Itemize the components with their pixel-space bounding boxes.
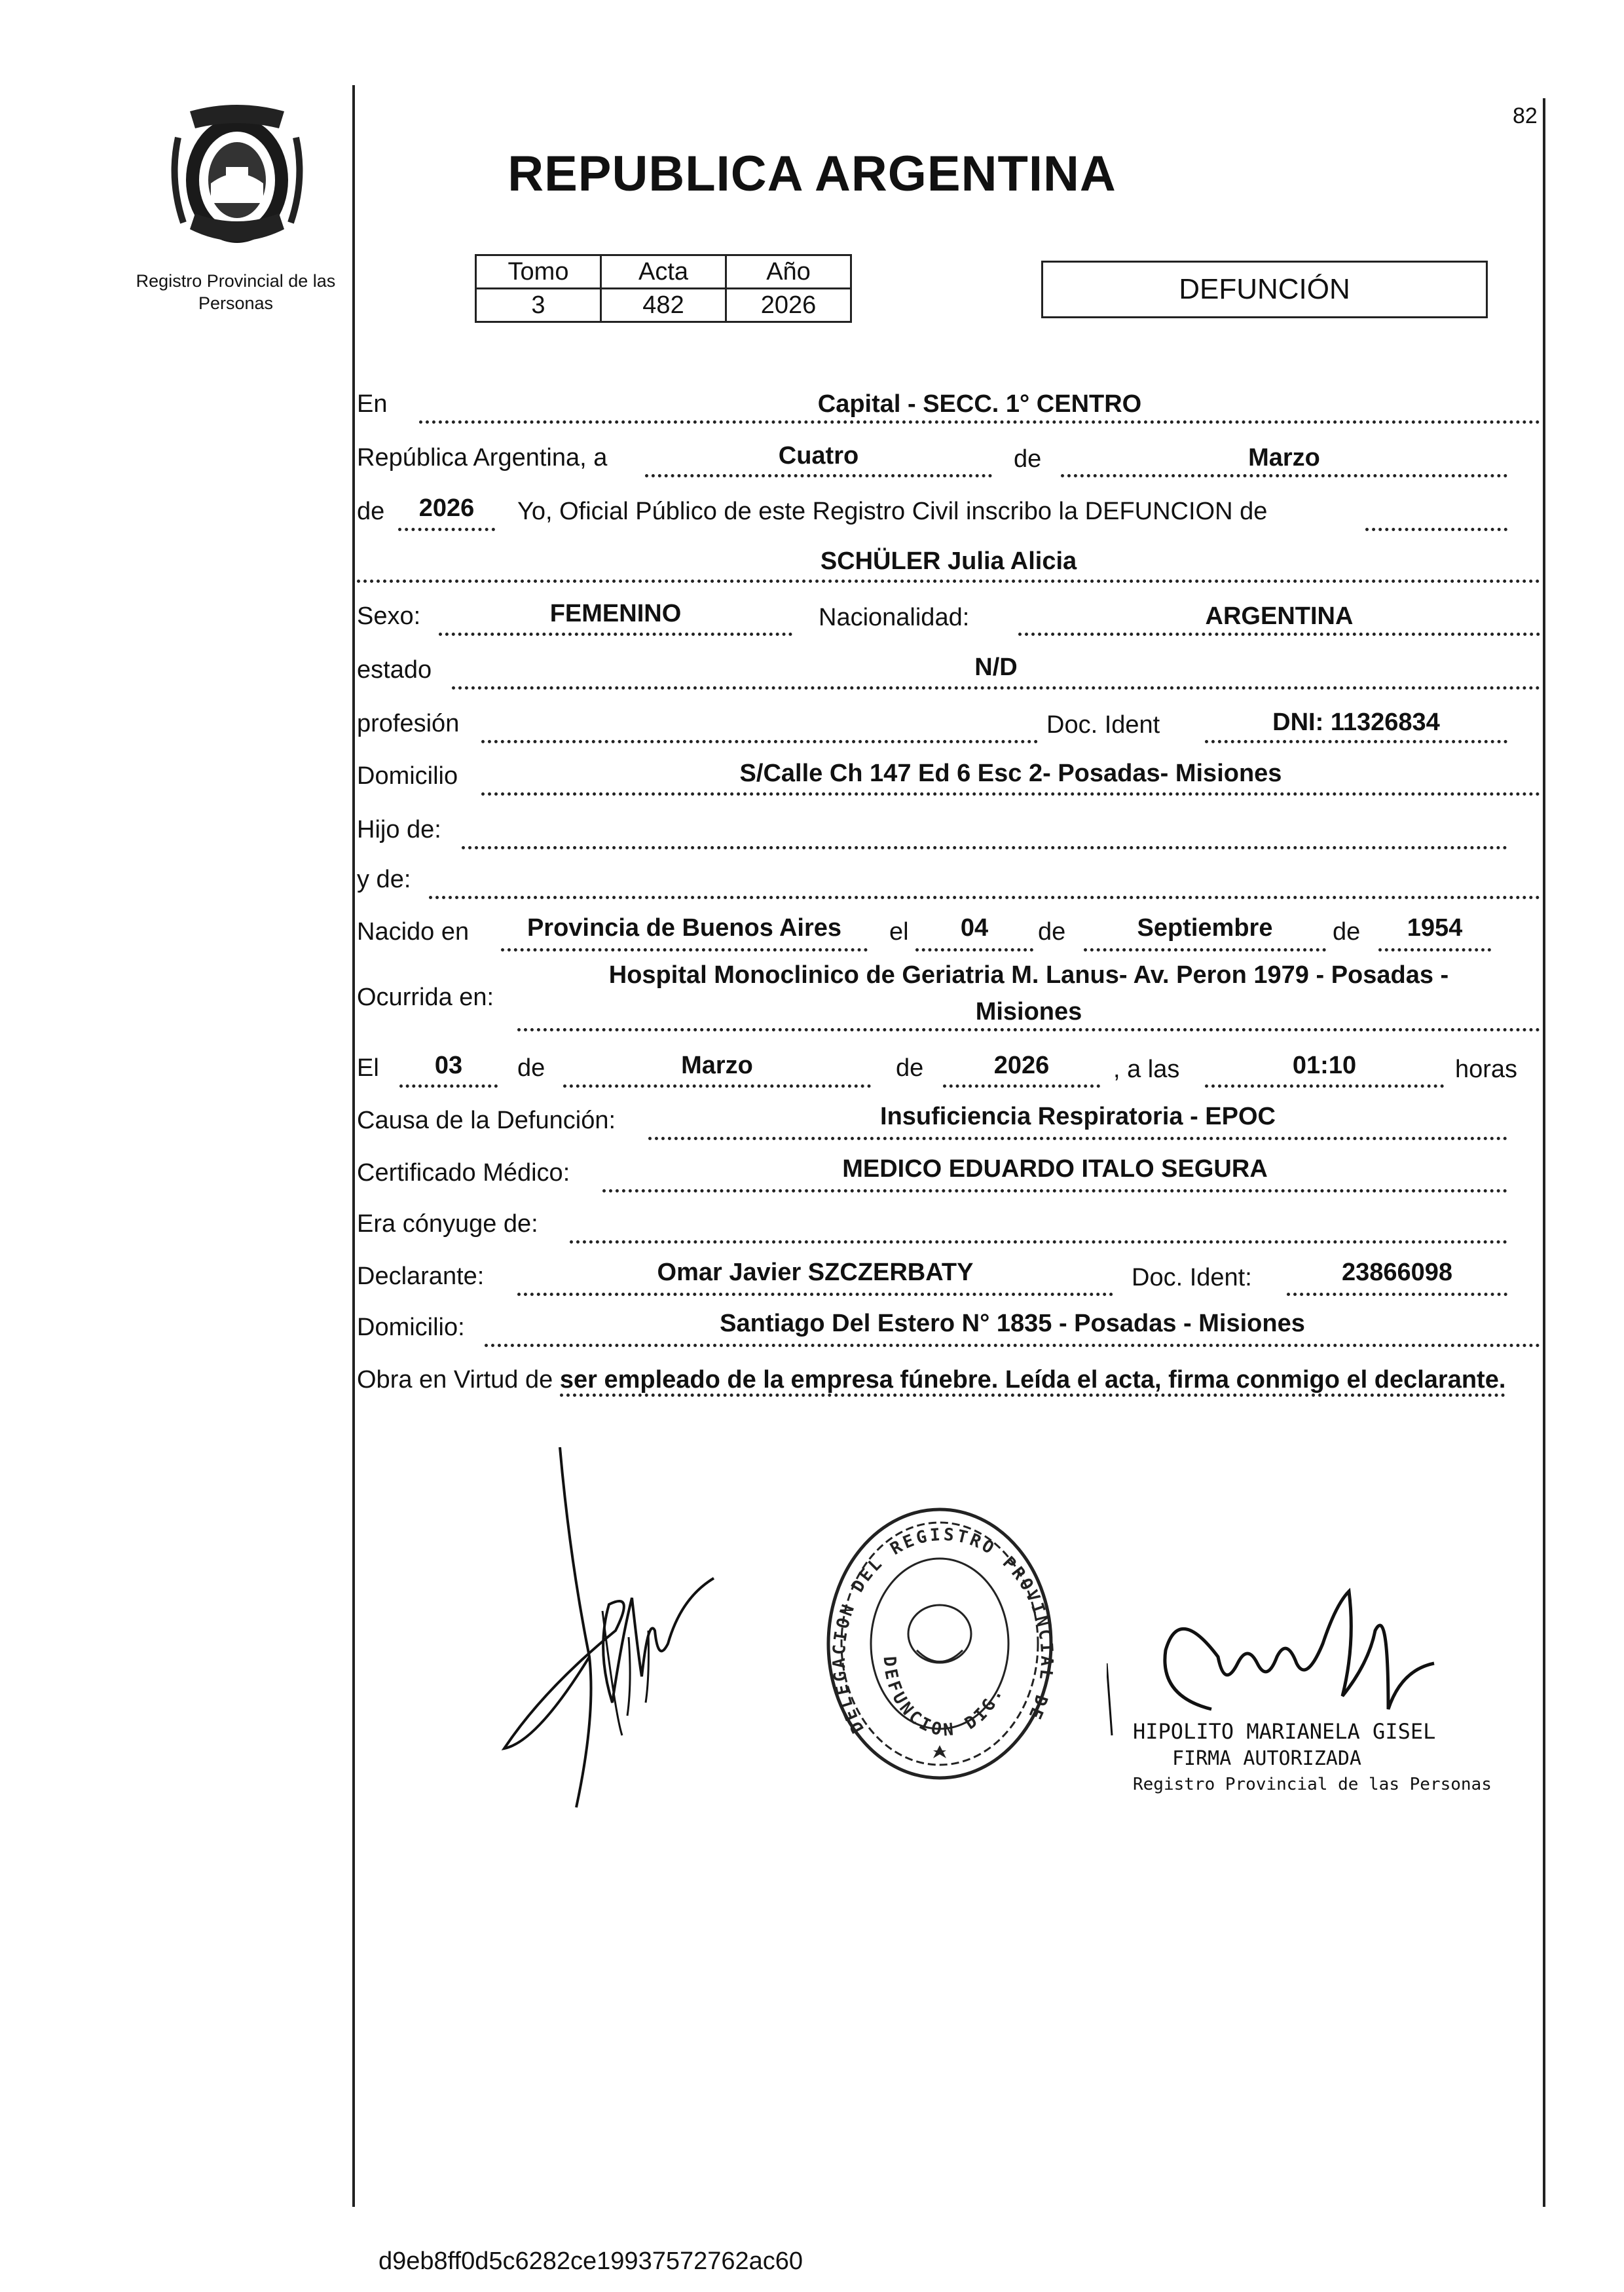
label-conyuge: Era cónyuge de: (357, 1210, 538, 1238)
declarant-signature (498, 1441, 720, 1834)
label-de: de (896, 1054, 924, 1082)
civil-status-value: N/D (974, 654, 1018, 681)
dotted-line (452, 686, 1540, 690)
svg-text:DEFUNCION DIG. (879, 1655, 1008, 1740)
dotted-line (645, 474, 992, 477)
label-hijo-de: Hijo de: (357, 816, 441, 843)
dotted-line (1378, 948, 1491, 952)
cause-value: Insuficiencia Respiratoria - EPOC (880, 1103, 1276, 1130)
svg-text:DELEGACION DEL REGISTRO PROVIN (812, 1493, 1056, 1737)
registry-label: Registro Provincial de las Personas (136, 271, 336, 313)
label-nacido-en: Nacido en (357, 918, 470, 946)
address-value: S/Calle Ch 147 Ed 6 Esc 2- Posadas- Misiones (739, 760, 1282, 787)
nationality-value: ARGENTINA (1205, 602, 1354, 630)
dotted-line (648, 1137, 1507, 1140)
tomo-header: Tomo (476, 255, 601, 289)
label-republica: República Argentina, a (357, 444, 608, 471)
dotted-line (915, 948, 1033, 952)
dotted-line (602, 1189, 1507, 1192)
birth-year-value: 1954 (1407, 914, 1463, 942)
label-de: de (1038, 918, 1066, 946)
label-el-cap: El (357, 1054, 379, 1082)
label-de-year: de (357, 498, 385, 525)
label-domicilio: Domicilio (357, 762, 458, 790)
label-doc-ident-declarant: Doc. Ident: (1132, 1264, 1252, 1291)
dotted-line (462, 846, 1507, 849)
document-value: DNI: 11326834 (1272, 709, 1440, 736)
stamp-inner-text: DEFUNCION DIG. (879, 1655, 1008, 1741)
stamp-outer-text: DELEGACION DEL REGISTRO PROVINCIAL DE (829, 1525, 1057, 1737)
day-words-value: Cuatro (778, 442, 859, 470)
dotted-line (357, 580, 1540, 583)
declarant-address-value: Santiago Del Estero N° 1835 - Posadas - Misiones (720, 1310, 1305, 1337)
dotted-line (481, 740, 1038, 743)
death-time-value: 01:10 (1292, 1052, 1357, 1079)
dotted-line (943, 1084, 1100, 1088)
birth-month-value: Septiembre (1137, 914, 1273, 942)
page-title: REPUBLICA ARGENTINA (507, 146, 1116, 202)
birth-day-value: 04 (960, 914, 989, 942)
death-day-value: 03 (434, 1052, 463, 1079)
label-de: de (517, 1054, 545, 1082)
dotted-line (481, 792, 1540, 796)
death-year-value: 2026 (993, 1052, 1050, 1079)
label-de: de (1333, 918, 1361, 946)
official-name: HIPOLITO MARIANELA GISEL (1133, 1719, 1436, 1744)
right-margin-line (1543, 98, 1545, 2207)
dotted-line (570, 1240, 1507, 1244)
dotted-line (1061, 474, 1507, 477)
official-role: FIRMA AUTORIZADA (1172, 1747, 1361, 1770)
label-en: En (357, 390, 388, 418)
declarant-value: Omar Javier SZCZERBATY (657, 1259, 974, 1286)
label-y-de: y de: (357, 866, 411, 893)
birth-place-value: Provincia de Buenos Aires (526, 914, 842, 942)
label-horas: horas (1455, 1056, 1518, 1083)
label-certificado: Certificado Médico: (357, 1159, 570, 1187)
dotted-line (419, 420, 1540, 424)
deceased-name-value: SCHÜLER Julia Alicia (820, 547, 1077, 575)
page-number: 82 (1513, 103, 1538, 128)
sex-value: FEMENINO (549, 600, 682, 627)
dotted-line (517, 1293, 1113, 1296)
label-obra: Obra en Virtud de (357, 1366, 553, 1394)
anio-value: 2026 (726, 289, 851, 322)
label-causa: Causa de la Defunción: (357, 1107, 616, 1134)
label-declarante: Declarante: (357, 1263, 485, 1290)
dotted-line (1084, 948, 1326, 952)
label-domicilio-declarant: Domicilio: (357, 1314, 465, 1341)
label-sexo: Sexo: (357, 602, 421, 630)
official-org: Registro Provincial de las Personas (1133, 1775, 1492, 1794)
dotted-line (485, 1344, 1540, 1347)
label-yo-text: Yo, Oficial Público de este Registro Civil inscribo la DEFUNCION de (517, 498, 1268, 525)
death-place-line2: Misiones (975, 998, 1082, 1026)
dotted-line (1287, 1293, 1507, 1296)
place-value: Capital - SECC. 1° CENTRO (817, 390, 1142, 418)
dotted-line (439, 633, 792, 636)
acta-value: 482 (601, 289, 726, 322)
obra-paragraph (357, 1362, 1536, 1397)
dotted-line (563, 1084, 871, 1088)
dotted-line (1205, 740, 1507, 743)
label-a-las: , a las (1113, 1056, 1180, 1083)
left-margin-line (352, 85, 355, 2207)
basis-value: ser empleado de la empresa fúnebre. Leída el acta, firma conmigo el declarante. (560, 1366, 1506, 1397)
label-nacionalidad: Nacionalidad: (819, 604, 970, 631)
label-profesion: profesión (357, 710, 460, 737)
physician-value: MEDICO EDUARDO ITALO SEGURA (842, 1155, 1268, 1183)
dotted-line (398, 528, 495, 531)
document-id: d9eb8ff0d5c6282ce19937572762ac60 (378, 2247, 803, 2275)
tomo-value: 3 (476, 289, 601, 322)
label-de: de (1014, 445, 1042, 473)
label-ocurrida-en: Ocurrida en: (357, 984, 494, 1011)
label-el: el (889, 918, 909, 946)
record-table (475, 254, 852, 323)
dotted-line (1365, 528, 1507, 531)
dotted-line (399, 1084, 498, 1088)
month-value: Marzo (1248, 444, 1320, 471)
dotted-line (517, 1028, 1540, 1031)
dotted-line (1205, 1084, 1444, 1088)
dotted-line (429, 896, 1540, 899)
death-month-value: Marzo (681, 1052, 753, 1079)
label-estado: estado (357, 656, 432, 684)
anio-header: Año (726, 255, 851, 289)
acta-header: Acta (601, 255, 726, 289)
dotted-line (1018, 633, 1540, 636)
declarant-document-value: 23866098 (1341, 1259, 1453, 1286)
label-doc-ident: Doc. Ident (1046, 711, 1160, 739)
death-place-line1: Hospital Monoclinico de Geriatria M. Lanus- Av. Peron 1979 - Posadas - (608, 961, 1449, 989)
dotted-line (501, 948, 868, 952)
year-value: 2026 (418, 494, 475, 522)
record-type-box: DEFUNCIÓN (1041, 261, 1488, 318)
registry-stamp (812, 1493, 1067, 1794)
official-signature (1107, 1565, 1473, 1742)
